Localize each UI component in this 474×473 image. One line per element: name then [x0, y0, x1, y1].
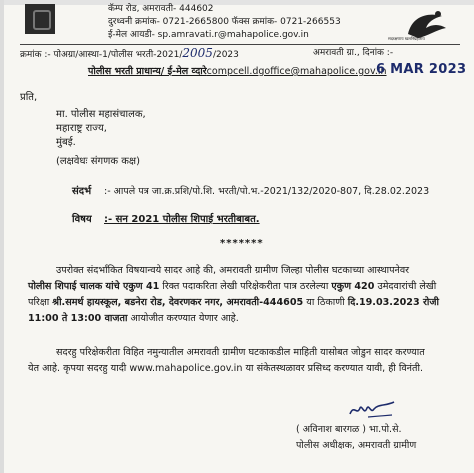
- p1-date: दि.19.03.2023 रोजी: [347, 297, 440, 308]
- signatory-service: भा.पो.से.: [369, 424, 402, 435]
- subject-label: विषय: [72, 214, 92, 225]
- recipient-line-1: मा. पोलीस महासंचालक,: [56, 109, 146, 120]
- place-date: अमरावती ग्रा., दिनांक :-: [313, 48, 394, 58]
- date-stamp: 6 MAR 2023: [376, 62, 467, 77]
- ref-number-handwritten: 2005: [182, 46, 213, 60]
- prati-label: प्रति,: [20, 92, 38, 103]
- p1-line-2: [28, 279, 460, 295]
- signature-icon: [348, 400, 396, 420]
- dispatch-mode: [88, 66, 387, 78]
- top-border: [0, 0, 474, 5]
- ref-number-prefix: क्रमांक :- पोअग्रा/आस्था-1/पोलीस भरती-2021/: [20, 50, 183, 60]
- header-email: ई-मेल आयडी- sp.amravati.r@mahapolice.gov.in: [108, 30, 309, 40]
- header-rule: [20, 44, 460, 45]
- p1-bold-candidates: एकुण 420: [331, 281, 375, 292]
- body-paragraph-2: [28, 345, 460, 377]
- website-link[interactable]: www.mahapolice.gov.in: [129, 363, 243, 374]
- p2-text-end: या संकेतस्थळावर प्रसिध्द करण्यात यावी, ही विनंती.: [242, 363, 423, 374]
- police-emblem-icon: [25, 4, 55, 34]
- header-address: कॅम्प रोड, अमरावती- 444602: [108, 4, 214, 14]
- p1-place-label: या ठिकाणी: [303, 297, 348, 308]
- body-paragraph-1: [28, 263, 460, 327]
- dispatch-via: पोलीस भरती प्राधान्य/ ई-मेल व्दारे: [88, 66, 207, 77]
- signatory-name: ( अविनाश बारगळ ): [296, 424, 367, 435]
- p1-text-end: उमेदवारांची लेखी: [374, 281, 437, 292]
- signatory-name-line: [296, 424, 402, 436]
- p1-text: रिक्त पदाकरिता लेखी परिक्षेकरीता पात्र ठरलेल्या: [159, 281, 332, 292]
- p1-exam-label: परिक्षा: [28, 297, 53, 308]
- header-phone: दुरध्वनी क्रमांक- 0721-2665800 फॅक्स क्रमांक- 0721-266553: [108, 17, 341, 27]
- recipient-line-3: मुंबई.: [56, 137, 76, 148]
- p1-line-3: [28, 295, 460, 311]
- p2-line-2: [28, 361, 460, 377]
- logo-caption: सदरक्षणाय खलनिग्रहणाय: [388, 36, 425, 41]
- recipient-line-2: महाराष्ट्र राज्य,: [56, 123, 107, 134]
- signatory-designation: पोलीस अधीक्षक, अमरावती ग्रामीण: [296, 440, 417, 451]
- p2-text: येत आहे. कृपया सदरहु यादी: [28, 363, 130, 374]
- p1-time-rest: आयोजीत करण्यात येणार आहे.: [127, 313, 239, 324]
- p1-time: 11:00 ते 13:00 वाजता: [28, 313, 128, 324]
- left-border: [0, 0, 4, 473]
- ref-number: [20, 47, 239, 61]
- p1-venue: श्री.समर्थ हायस्कूल, बडनेरा रोड, देवरणकर नगर, अमरावती-444605: [52, 297, 304, 308]
- separator: *******: [220, 238, 264, 249]
- p2-line-1: सदरहु परिक्षेकरीता विहित नमुन्यातील अमरावती ग्रामीण घटकाकडील माहिती यासोबत जोडुन सादर करण्यात: [56, 347, 425, 358]
- ref-number-year: /2023: [212, 50, 239, 60]
- reference-label: संदर्भ: [72, 186, 92, 197]
- reference-text: :- आपले पत्र जा.क्र.प्रशि/पो.शि. भरती/पो.भ.-2021/132/2020-807, दि.28.02.2023: [104, 186, 430, 197]
- subject-text: :- सन 2021 पोलीस शिपाई भरतीबाबत.: [104, 214, 260, 225]
- p1-line-1: उपरोक्त संदर्भांकित विषयान्वये सादर आहे की, अमरावती ग्रामीण जिल्हा पोलीस घटकाच्या आस्थापनेवर: [56, 265, 410, 276]
- p1-bold-posts: पोलीस शिपाई चालक यांचे एकुण 41: [28, 281, 160, 292]
- dispatch-email: compcell.dgoffice@mahapolice.gov.in: [206, 66, 387, 77]
- attention-line: (लक्षवेधः संगणक कक्ष): [56, 156, 140, 167]
- p1-line-4: [28, 311, 460, 327]
